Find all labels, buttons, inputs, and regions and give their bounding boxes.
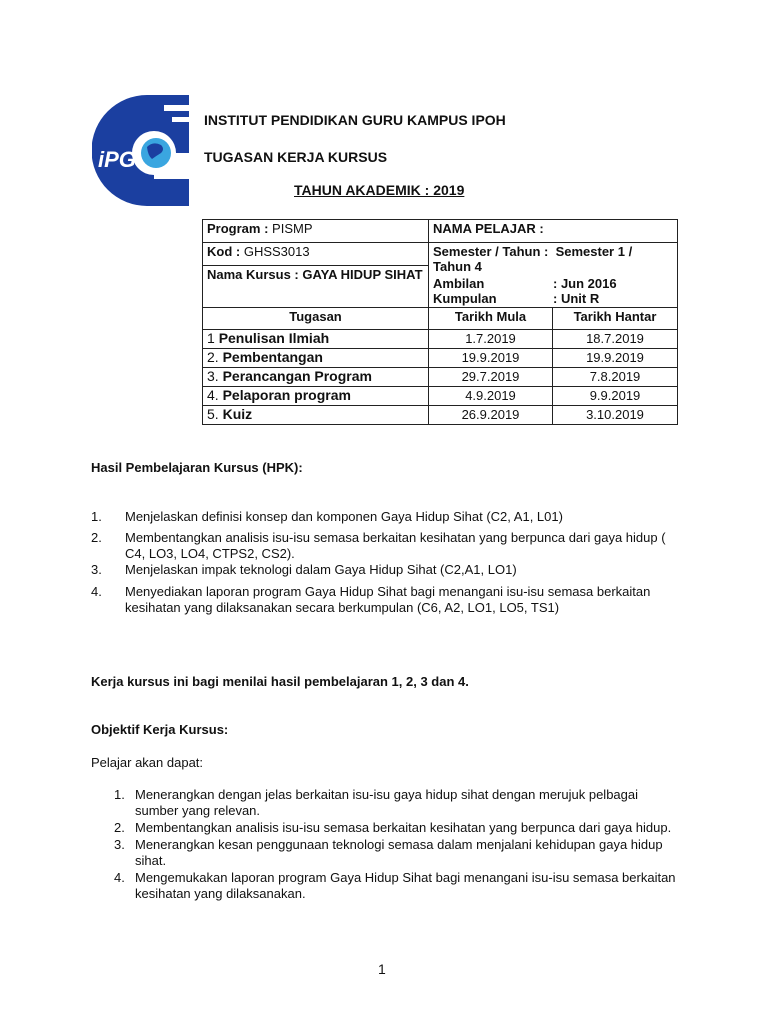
task-start: 29.7.2019	[429, 368, 553, 387]
group-label: Kumpulan	[433, 291, 497, 306]
semester-value: Semester 1 / Tahun 4	[433, 244, 633, 274]
task-start: 19.9.2019	[429, 349, 553, 368]
task-name: Pelaporan program	[222, 387, 351, 403]
task-cell	[203, 406, 429, 425]
table-row	[203, 368, 678, 387]
list-text: Menjelaskan definisi konsep dan komponen Gaya Hidup Sihat (C2, A1, L01)	[125, 509, 563, 524]
list-text: Mengemukakan laporan program Gaya Hidup Sihat bagi menangani isu-isu semasa berkaitan kesihatan yang dilaksanakan.	[135, 870, 676, 901]
document-type: TUGASAN KERJA KURSUS	[204, 149, 388, 165]
task-number: 3.	[207, 368, 219, 384]
task-due: 7.8.2019	[553, 368, 678, 387]
col-header-due: Tarikh Hantar	[553, 308, 678, 330]
table-row	[203, 349, 678, 368]
logo-text: iPG	[98, 147, 136, 172]
list-item	[114, 837, 684, 869]
hpk-heading: Hasil Pembelajaran Kursus (HPK):	[91, 460, 303, 475]
program-cell	[203, 220, 429, 243]
task-start: 1.7.2019	[429, 330, 553, 349]
objective-list	[114, 787, 684, 902]
task-name: Kuiz	[222, 406, 253, 422]
task-number: 1	[207, 330, 215, 346]
list-item	[91, 562, 671, 578]
col-header-start: Tarikh Mula	[429, 308, 553, 330]
list-text: Membentangkan analisis isu-isu semasa berkaitan kesihatan yang berpunca dari gaya hidup.	[135, 820, 672, 835]
assessment-note: Kerja kursus ini bagi menilai hasil pembelajaran 1, 2, 3 dan 4.	[91, 674, 469, 689]
list-number: 2.	[91, 530, 102, 545]
task-cell	[203, 368, 429, 387]
task-start: 26.9.2019	[429, 406, 553, 425]
task-name: Pembentangan	[222, 349, 323, 365]
task-number: 5.	[207, 406, 219, 422]
list-item	[114, 870, 684, 902]
table-row	[203, 406, 678, 425]
task-due: 9.9.2019	[553, 387, 678, 406]
student-name-label: NAMA PELAJAR :	[429, 220, 678, 243]
task-cell	[203, 387, 429, 406]
program-value: PISMP	[272, 221, 313, 236]
list-number: 3.	[114, 837, 125, 852]
objective-heading: Objektif Kerja Kursus:	[91, 722, 229, 737]
group-value: : Unit R	[553, 291, 600, 306]
task-name: Perancangan Program	[222, 368, 372, 384]
list-text: Menyediakan laporan program Gaya Hidup Sihat bagi menangani isu-isu semasa berkaitan kesihatan yang dilaksanakan secara berkumpulan (C6, A2, LO1, LO5, TS1)	[125, 584, 651, 615]
list-item	[91, 530, 671, 562]
list-number: 4.	[114, 870, 125, 885]
list-number: 2.	[114, 820, 125, 835]
task-due: 19.9.2019	[553, 349, 678, 368]
task-cell	[203, 349, 429, 368]
institute-name: INSTITUT PENDIDIKAN GURU KAMPUS IPOH	[204, 112, 506, 128]
list-text: Membentangkan analisis isu-isu semasa berkaitan kesihatan yang berpunca dari gaya hidup ( C4, LO3, LO4, CTPS2, CS2).	[125, 530, 666, 561]
task-start: 4.9.2019	[429, 387, 553, 406]
task-due: 18.7.2019	[553, 330, 678, 349]
table-row	[203, 387, 678, 406]
list-item	[91, 509, 671, 525]
program-label: Program :	[207, 221, 269, 236]
code-value: GHSS3013	[243, 244, 310, 259]
academic-year: TAHUN AKADEMIK : 2019	[294, 182, 465, 198]
list-text: Menjelaskan impak teknologi dalam Gaya Hidup Sihat (C2,A1, LO1)	[125, 562, 517, 577]
task-name: Penulisan Ilmiah	[218, 330, 330, 346]
list-number: 1.	[114, 787, 125, 802]
list-text: Menerangkan dengan jelas berkaitan isu-isu gaya hidup sihat dengan merujuk pelbagai sumber yang relevan.	[135, 787, 639, 818]
list-item	[91, 584, 671, 616]
hpk-list	[91, 509, 671, 616]
list-text: Menerangkan kesan penggunaan teknologi semasa dalam menjalani kehidupan gaya hidup sihat.	[135, 837, 663, 868]
course-info-table	[202, 219, 678, 425]
intake-value: : Jun 2016	[553, 276, 617, 291]
list-number: 3.	[91, 562, 102, 577]
course-name: Nama Kursus : GAYA HIDUP SIHAT	[203, 266, 429, 308]
semester-label: Semester / Tahun :	[433, 244, 549, 259]
table-row	[203, 330, 678, 349]
task-cell	[203, 330, 429, 349]
ipg-logo	[92, 95, 189, 206]
list-number: 4.	[91, 584, 102, 599]
task-due: 3.10.2019	[553, 406, 678, 425]
semester-cell	[429, 243, 678, 308]
list-item	[114, 820, 684, 836]
code-label: Kod :	[207, 244, 241, 259]
list-item	[114, 787, 684, 819]
col-header-task: Tugasan	[203, 308, 429, 330]
task-number: 2.	[207, 349, 219, 365]
objective-intro: Pelajar akan dapat:	[91, 755, 204, 770]
code-cell	[203, 243, 429, 266]
task-number: 4.	[207, 387, 219, 403]
page-number: 1	[378, 961, 386, 977]
intake-label: Ambilan	[433, 276, 485, 291]
list-number: 1.	[91, 509, 102, 524]
